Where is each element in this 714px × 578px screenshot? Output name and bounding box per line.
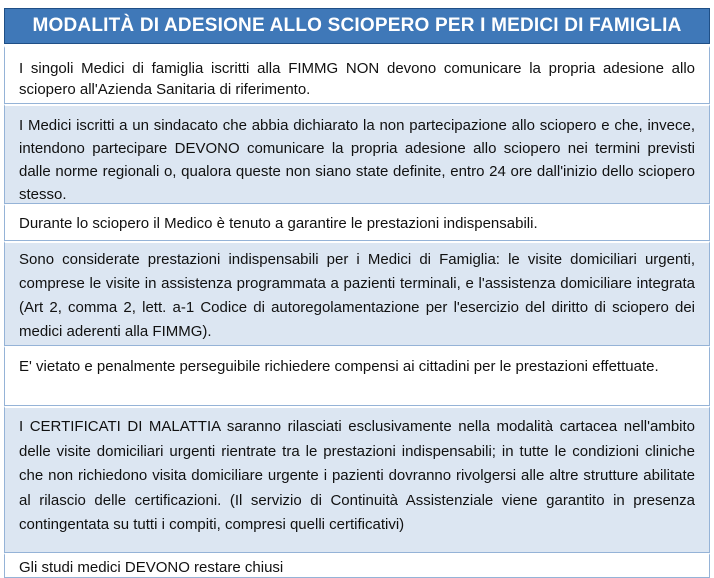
row-text: Durante lo sciopero il Medico è tenuto a garantire le prestazioni indispensabili. — [19, 215, 538, 232]
row-text: Sono considerate prestazioni indispensabili per i Medici di Famiglia: le visite domiciliari urgenti, comprese le visite in assistenza programmata a pazienti terminali, e l'assistenza domiciliare integrata (Art 2, comma 2, lett. a-1 Codice di autoregolamentazione per l'esercizio del diritto di sciopero dei medici aderenti alla FIMMG). — [19, 251, 695, 340]
table-title: MODALITÀ DI ADESIONE ALLO SCIOPERO PER I MEDICI DI FAMIGLIA — [4, 8, 710, 44]
table-row-studi-chiusi — [4, 553, 710, 578]
row-text: I singoli Medici di famiglia iscritti alla FIMMG NON devono comunicare la propria adesione allo sciopero all'Azienda Sanitaria di riferimento. — [19, 60, 695, 98]
row-text: Gli studi medici DEVONO restare chiusi — [19, 559, 284, 576]
table-row-prestazioni-indispensabili — [4, 241, 710, 346]
table-row-prestazioni-garantite — [4, 204, 710, 241]
strike-info-table — [4, 8, 710, 576]
table-row-altri-sindacati — [4, 104, 710, 204]
row-text: E' vietato e penalmente perseguibile richiedere compensi ai cittadini per le prestazioni effettuate. — [19, 358, 659, 375]
row-text: I CERTIFICATI DI MALATTIA saranno rilasciati esclusivamente nella modalità cartacea nell'ambito delle visite domiciliari urgenti rientrate tra le prestazioni indispensabili; in tutte le condizioni cliniche che non richiedono visita domiciliare urgente i pazienti dovranno rivolgersi alle altre strutture abilitate al rilascio delle certificazioni. (Il servizio di Continuità Assistenziale viene garantito in presenza contingentata su tutti i compiti, compresi quelli certificativi) — [19, 418, 695, 533]
row-text: I Medici iscritti a un sindacato che abbia dichiarato la non partecipazione allo sciopero e che, invece, intendono partecipare DEVONO comunicare la propria adesione allo sciopero nei termini previsti dalle norme regionali o, qualora queste non siano state definite, entro 24 ore dall'inizio dello sciopero stesso. — [19, 117, 695, 203]
table-row-iscritti-fimmg — [4, 46, 710, 104]
table-row-divieto-compensi — [4, 346, 710, 406]
table-row-certificati-malattia — [4, 406, 710, 553]
